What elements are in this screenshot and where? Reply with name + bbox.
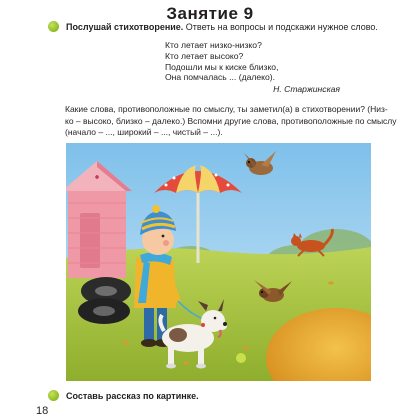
green-bullet-icon: [48, 21, 59, 32]
poem-author: Н. Старжинская: [273, 84, 340, 95]
page-number: 18: [36, 405, 49, 417]
question-text: [65, 104, 395, 139]
task-2-lead: Составь рассказ по картинке.: [66, 390, 199, 401]
poem-line: Подошли мы к киске близко,: [165, 61, 279, 72]
story-illustration: [66, 143, 371, 381]
task-2-instruction: [48, 390, 199, 401]
task-1-rest: Ответь на вопросы и подскажи нужное слово.: [183, 21, 378, 32]
green-bullet-icon: [48, 390, 59, 401]
lesson-title: Занятие 9: [166, 4, 254, 23]
poem: [165, 40, 355, 95]
poem-line: Кто летает низко-низко?: [165, 40, 262, 50]
question-line: Какие слова, противоположные по смыслу, ты заметил(а) в стихотворении? (Низ-: [65, 104, 388, 114]
question-line: (начало – ..., широкий – ..., чистый – ...).: [65, 127, 223, 137]
poem-line: Кто летает высоко?: [165, 50, 244, 61]
task-1-instruction: [48, 21, 378, 32]
task-1-lead: Послушай стихотворение.: [66, 21, 184, 32]
question-line: ко – высоко, близко – далеко.) Вспомни другие слова, противоположные по смыслу: [65, 115, 397, 126]
ball: [236, 353, 246, 363]
poem-line: Она помчалась ... (далеко).: [165, 72, 276, 83]
